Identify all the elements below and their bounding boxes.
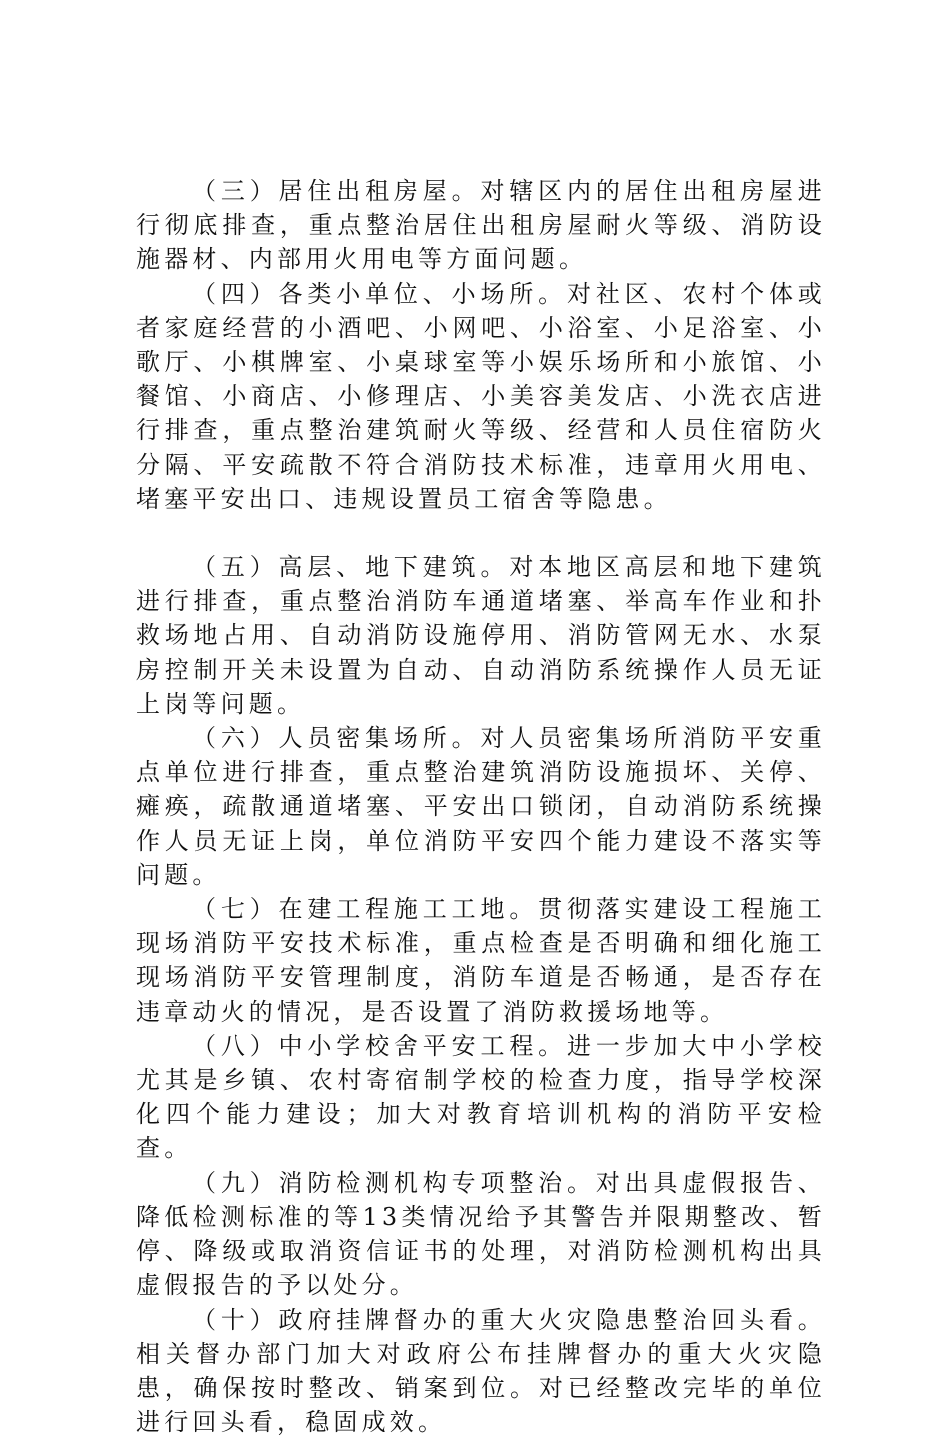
paragraph-crowded-places: （六）人员密集场所。对人员密集场所消防平安重点单位进行排查，重点整治建筑消防设施损坏、关停、瘫痪，疏散通道堵塞、平安出口锁闭，自动消防系统操作人员无证上岗，单位消防平安四个能力建设不落实等问题。 — [136, 721, 826, 892]
paragraph-testing-agencies: （九）消防检测机构专项整治。对出具虚假报告、降低检测标准的等13类情况给予其警告并限期整改、暂停、降级或取消资信证书的处理，对消防检测机构出具虚假报告的予以处分。 — [136, 1166, 826, 1303]
document-body — [136, 174, 826, 1439]
paragraph-small-venues: （四）各类小单位、小场所。对社区、农村个体或者家庭经营的小酒吧、小网吧、小浴室、小足浴室、小歌厅、小棋牌室、小桌球室等小娱乐场所和小旅馆、小餐馆、小商店、小修理店、小美容美发店、小洗衣店进行排查，重点整治建筑耐火等级、经营和人员住宿防火分隔、平安疏散不符合消防技术标准，违章用火用电、堵塞平安出口、违规设置员工宿舍等隐患。 — [136, 277, 826, 516]
paragraph-high-rise-underground: （五）高层、地下建筑。对本地区高层和地下建筑进行排查，重点整治消防车通道堵塞、举高车作业和扑救场地占用、自动消防设施停用、消防管网无水、水泵房控制开关未设置为自动、自动消防系统操作人员无证上岗等问题。 — [136, 550, 826, 721]
paragraph-construction-sites: （七）在建工程施工工地。贯彻落实建设工程施工现场消防平安技术标准，重点检查是否明确和细化施工现场消防平安管理制度，消防车道是否畅通，是否存在违章动火的情况，是否设置了消防救援场地等。 — [136, 892, 826, 1029]
paragraph-hazard-review: （十）政府挂牌督办的重大火灾隐患整治回头看。相关督办部门加大对政府公布挂牌督办的重大火灾隐患，确保按时整改、销案到位。对已经整改完毕的单位进行回头看，稳固成效。 — [136, 1303, 826, 1439]
paragraph-rental-housing: （三）居住出租房屋。对辖区内的居住出租房屋进行彻底排查，重点整治居住出租房屋耐火等级、消防设施器材、内部用火用电等方面问题。 — [136, 174, 826, 277]
paragraph-school-buildings: （八）中小学校舍平安工程。进一步加大中小学校尤其是乡镇、农村寄宿制学校的检查力度，指导学校深化四个能力建设；加大对教育培训机构的消防平安检查。 — [136, 1029, 826, 1166]
